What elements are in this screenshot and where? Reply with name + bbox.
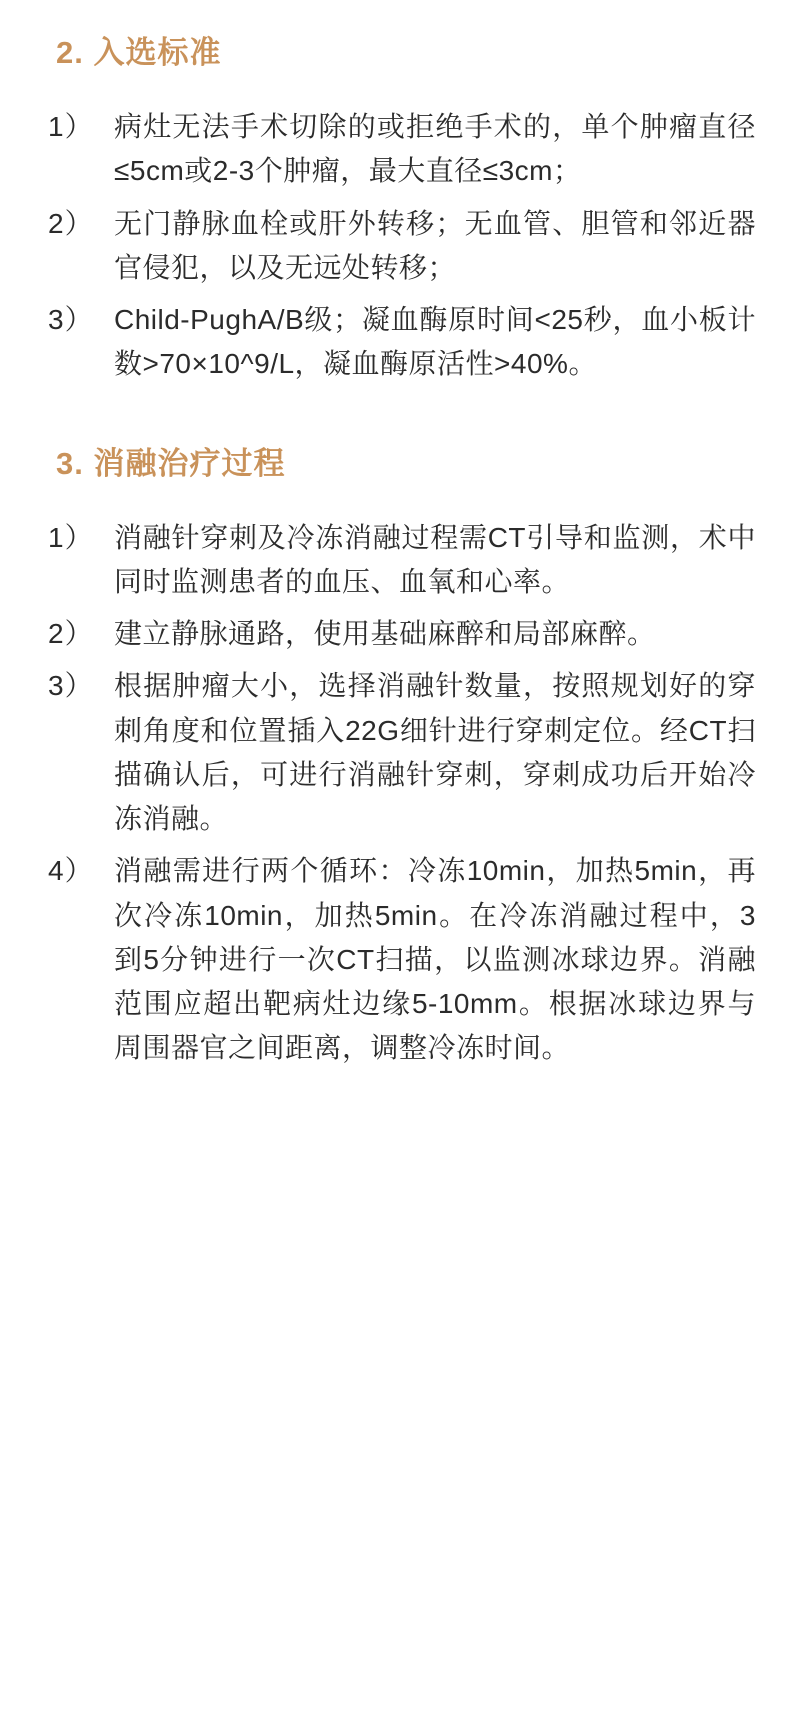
list-item-marker: 4）: [48, 855, 94, 887]
list-item: [48, 612, 756, 656]
list-item: [48, 664, 756, 841]
list-item: [48, 298, 756, 386]
section-ablation-procedure: [48, 445, 756, 1071]
list-item: [48, 202, 756, 290]
list-item-text: 根据肿瘤大小，选择消融针数量，按照规划好的穿刺角度和位置插入22G细针进行穿刺定位。经CT扫描确认后，可进行消融针穿刺，穿刺成功后开始冷冻消融。: [114, 670, 756, 835]
list-item-marker: 3）: [48, 304, 94, 336]
list-item-marker: 1）: [48, 521, 94, 553]
list-item-marker: 3）: [48, 670, 94, 702]
section-heading: 3. 消融治疗过程: [56, 445, 286, 481]
list-item-text: 无门静脉血栓或肝外转移；无血管、胆管和邻近器官侵犯，以及无远处转移；: [114, 207, 756, 283]
criteria-list: [48, 105, 756, 386]
list-item-text: 病灶无法手术切除的或拒绝手术的，单个肿瘤直径≤5cm或2-3个肿瘤，最大直径≤3cm；: [114, 111, 756, 187]
section-inclusion-criteria: [48, 34, 756, 387]
list-item-marker: 2）: [48, 618, 94, 650]
list-item-marker: 1）: [48, 111, 94, 143]
list-item: [48, 105, 756, 193]
list-item-text: Child-PughA/B级；凝血酶原时间<25秒，血小板计数>70×10^9/L，凝血酶原活性>40%。: [114, 304, 756, 380]
list-item-text: 建立静脉通路，使用基础麻醉和局部麻醉。: [114, 618, 656, 650]
list-item-text: 消融需进行两个循环：冷冻10min，加热5min，再次冷冻10min，加热5min。在冷冻消融过程中，3到5分钟进行一次CT扫描，以监测冰球边界。消融范围应超出靶病灶边缘5-10mm。根据冰球边界与周围器官之间距离，调整冷冻时间。: [114, 855, 756, 1064]
section-heading: 2. 入选标准: [56, 35, 222, 70]
procedure-list: [48, 516, 756, 1071]
list-item: [48, 516, 756, 604]
list-item: [48, 849, 756, 1070]
list-item-marker: 2）: [48, 207, 94, 239]
list-item-text: 消融针穿刺及冷冻消融过程需CT引导和监测，术中同时监测患者的血压、血氧和心率。: [114, 521, 756, 598]
